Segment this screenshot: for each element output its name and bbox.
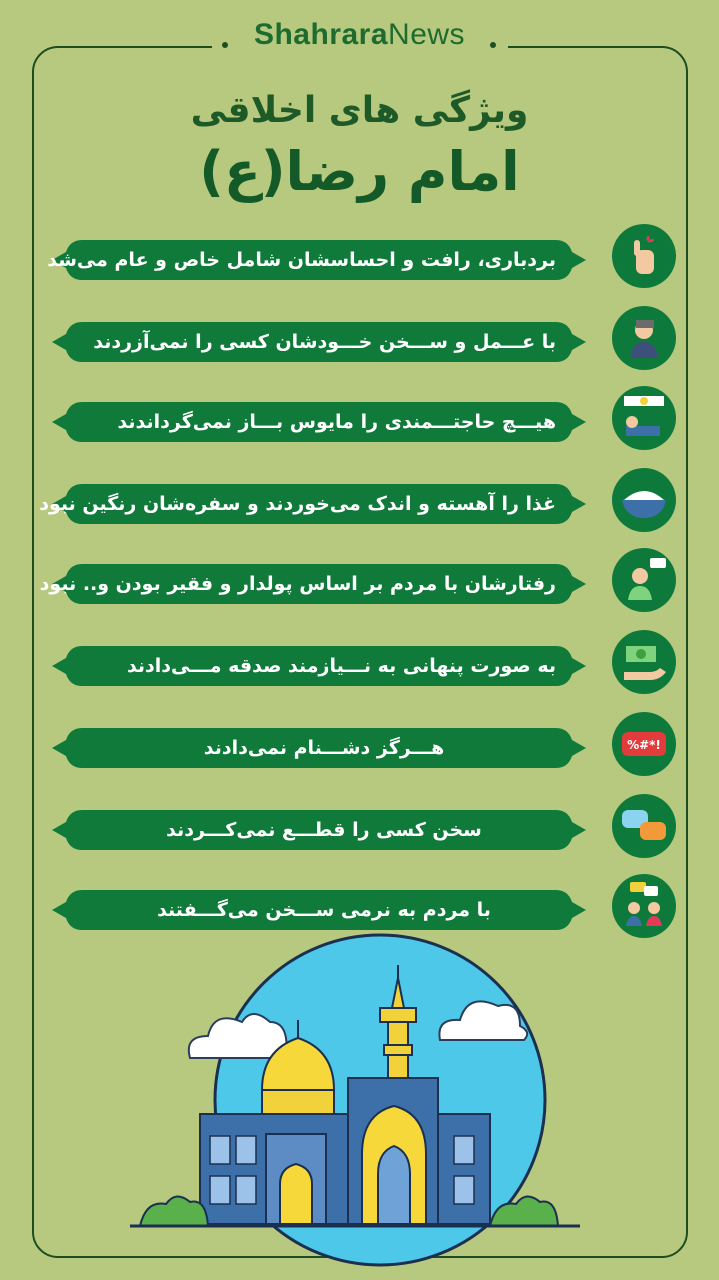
- chat-bubbles-icon: [612, 794, 676, 858]
- brand-logo: [0, 18, 719, 52]
- brand-part1: Shahrara: [253, 18, 389, 51]
- begging-person-icon: [612, 386, 676, 450]
- trait-row: [0, 386, 719, 456]
- trait-banner: [39, 556, 586, 612]
- trait-text: هـــرگز دشـــنام نمی‌دادند: [203, 737, 445, 759]
- trait-banner: [39, 476, 586, 532]
- trait-banner: [47, 232, 586, 288]
- trait-text: با مردم به نرمی ســـخن می‌گـــفتند: [157, 899, 491, 921]
- rice-bowl-icon: [612, 468, 676, 532]
- trait-row: [0, 548, 719, 618]
- trait-text: هیـــچ حاجتـــمندی را مایوس بـــاز نمی‌گرداندند: [117, 411, 556, 433]
- title-line1: ویژگی های اخلاقی: [190, 90, 529, 131]
- trait-text: سخن کسی را قطـــع نمی‌کـــردند: [166, 819, 482, 841]
- two-people-talk-icon: [612, 874, 676, 938]
- trait-banner: [52, 314, 586, 370]
- trait-banner: [52, 394, 586, 450]
- cursing-bubble-icon: [612, 712, 676, 776]
- shrine-illustration: [0, 950, 719, 1250]
- trait-text: بردباری، رافت و احساسشان شامل خاص و عام می‌شد: [47, 249, 556, 271]
- man-speech-icon: [612, 548, 676, 612]
- trait-text: غذا را آهسته و اندک می‌خوردند و سفره‌شان رنگین نبود: [39, 493, 556, 515]
- trait-banner: [52, 720, 586, 776]
- money-hand-icon: [612, 630, 676, 694]
- trait-row: [0, 224, 719, 294]
- brand-part2: News: [388, 18, 466, 51]
- trait-text: رفتارشان با مردم بر اساس پولدار و فقیر بودن و.. نبود: [39, 573, 556, 595]
- sad-person-icon: [612, 306, 676, 370]
- svg-text:%#*!: %#*!: [627, 738, 661, 752]
- trait-row: [0, 306, 719, 376]
- trait-row: [0, 794, 719, 864]
- title-line2: امام رضا(ع): [199, 140, 520, 203]
- trait-row: [0, 874, 719, 944]
- trait-row: [0, 712, 719, 782]
- trait-banner: [52, 882, 586, 938]
- trait-row: [0, 468, 719, 538]
- trait-banner: [52, 638, 586, 694]
- heart-hand-icon: [612, 224, 676, 288]
- trait-row: [0, 630, 719, 700]
- trait-banner: [52, 802, 586, 858]
- trait-text: به صورت پنهانی به نـــیازمند صدقه مـــی‌دادند: [126, 655, 556, 677]
- trait-text: با عـــمل و ســـخن خـــودشان کسی را نمی‌آزردند: [93, 331, 556, 353]
